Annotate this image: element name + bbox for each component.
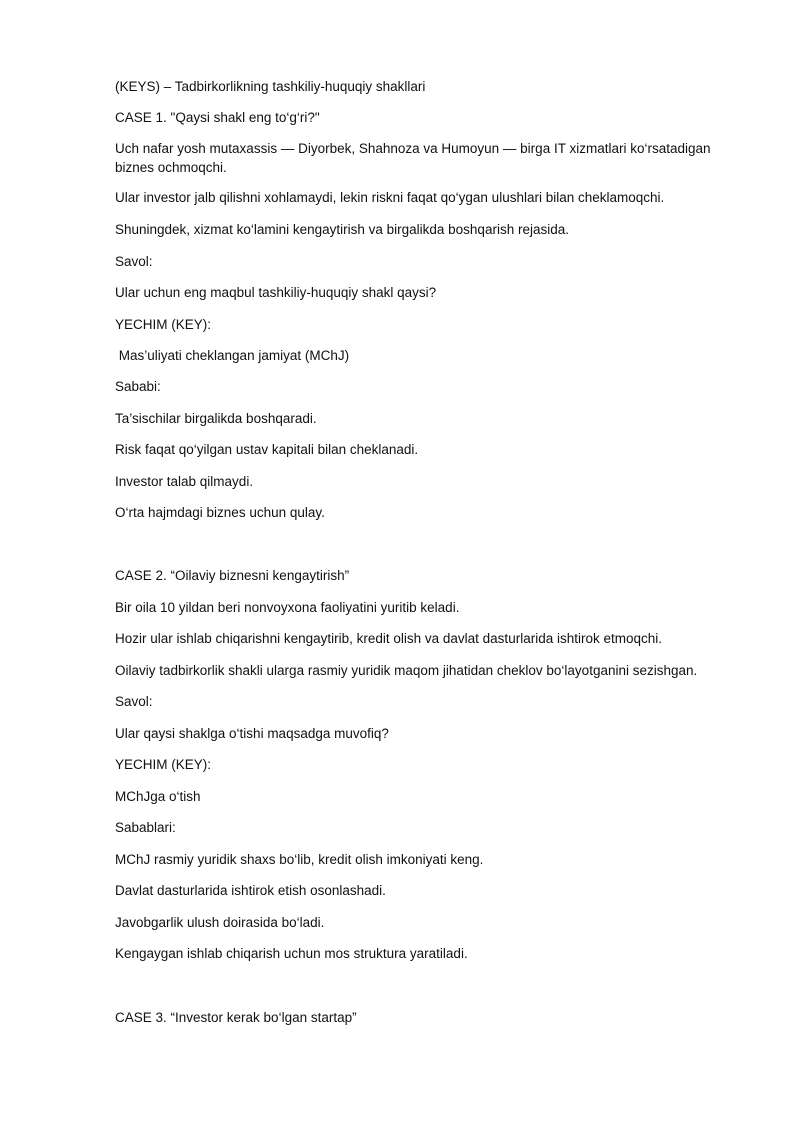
case2-heading: CASE 2. “Oilaviy biznesni kengaytirish” — [115, 568, 350, 583]
case3-heading: CASE 3. “Investor kerak bo‘lgan startap” — [115, 1010, 357, 1025]
case1-paragraph-3: Shuningdek, xizmat ko‘lamini kengaytirish va birgalikda boshqarish rejasida. — [115, 222, 569, 237]
case2-question: Ular qaysi shaklga o‘tishi maqsadga muvofiq? — [115, 726, 389, 741]
case2-reason-3: Javobgarlik ulush doirasida bo‘ladi. — [115, 915, 325, 930]
case1-paragraph-2: Ular investor jalb qilishni xohlamaydi, lekin riskni faqat qo‘ygan ulushlari bilan cheklamoqchi. — [115, 190, 665, 205]
case2-reasons-label: Sabablari: — [115, 820, 176, 835]
case1-reason-3: Investor talab qilmaydi. — [115, 474, 254, 489]
case1-reason-1: Ta’sischilar birgalikda boshqaradi. — [115, 411, 317, 426]
case2-answer: MChJga o‘tish — [115, 789, 201, 804]
case1-reason-2: Risk faqat qo‘yilgan ustav kapitali bilan cheklanadi. — [115, 442, 419, 457]
case2-paragraph-3: Oilaviy tadbirkorlik shakli ularga rasmiy yuridik maqom jihatidan cheklov bo‘layotganini sezishgan. — [115, 663, 698, 678]
case2-savol-label: Savol: — [115, 694, 153, 709]
case1-reason-4: O‘rta hajmdagi biznes uchun qulay. — [115, 505, 325, 520]
case1-heading: CASE 1. "Qaysi shakl eng to‘g‘ri?" — [115, 110, 320, 125]
case1-savol-label: Savol: — [115, 254, 153, 269]
case2-key-label: YECHIM (KEY): — [115, 757, 212, 772]
case2-paragraph-1: Bir oila 10 yildan beri nonvoyxona faoliyatini yuritib keladi. — [115, 600, 460, 615]
case2-reason-1: MChJ rasmiy yuridik shaxs bo‘lib, kredit olish imkoniyati keng. — [115, 852, 484, 867]
case1-question: Ular uchun eng maqbul tashkiliy-huquqiy shakl qaysi? — [115, 285, 437, 300]
case2-reason-2: Davlat dasturlarida ishtirok etish osonlashadi. — [115, 883, 386, 898]
case1-reasons-label: Sababi: — [115, 379, 161, 394]
case1-key-label: YECHIM (KEY): — [115, 317, 212, 332]
case2-reason-4: Kengaygan ishlab chiqarish uchun mos struktura yaratiladi. — [115, 946, 468, 961]
case1-paragraph-1: Uch nafar yosh mutaxassis — Diyorbek, Shahnoza va Humoyun — birga IT xizmatlari ko‘rsatadigan biznes ochmoqchi. — [115, 141, 711, 175]
case2-paragraph-2: Hozir ular ishlab chiqarishni kengaytirib, kredit olish va davlat dasturlarida ishtirok etmoqchi. — [115, 631, 663, 646]
document-title: (KEYS) – Tadbirkorlikning tashkiliy-huquqiy shakllari — [115, 79, 426, 94]
case1-answer: Mas’uliyati cheklangan jamiyat (MChJ) — [115, 348, 350, 363]
